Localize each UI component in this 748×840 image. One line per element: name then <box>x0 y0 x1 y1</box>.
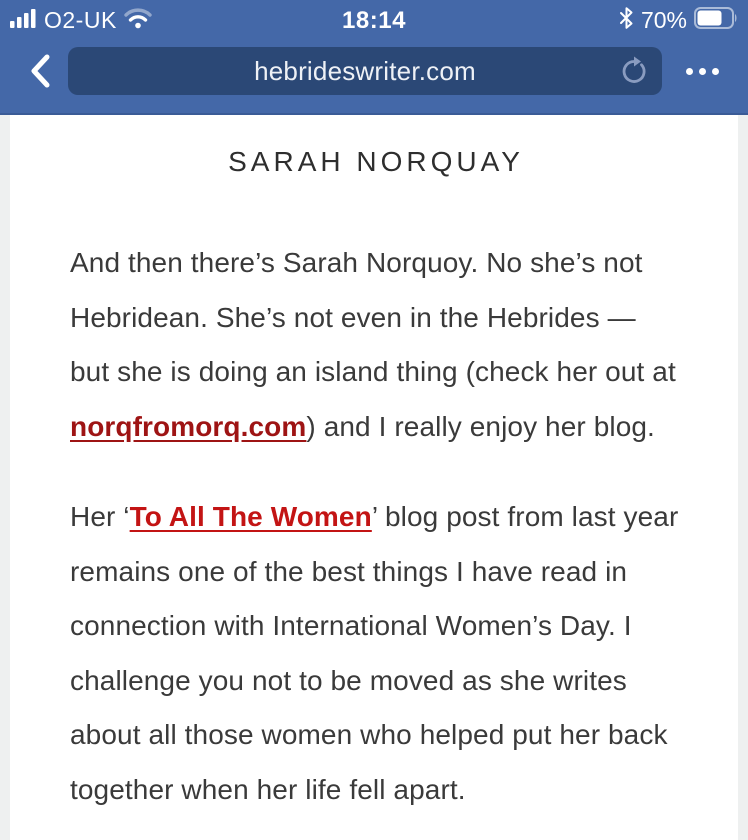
link-to-all-the-women[interactable]: To All The Women <box>129 501 372 532</box>
carrier-label: O2-UK <box>44 7 117 33</box>
wifi-icon <box>124 8 152 34</box>
reload-button[interactable] <box>618 55 650 92</box>
status-bar <box>0 0 748 35</box>
ellipsis-icon <box>712 68 719 75</box>
paragraph-text: ) and I really enjoy her blog. <box>306 410 655 442</box>
page-title: SARAH NORQUAY <box>228 146 524 177</box>
paragraph-text: Her ‘ <box>70 501 130 532</box>
more-menu-button[interactable] <box>668 68 736 75</box>
browser-nav-bar <box>0 35 748 113</box>
battery-icon <box>694 7 738 34</box>
reload-icon <box>618 55 650 87</box>
battery-percent-label: 70% <box>640 7 687 33</box>
back-button[interactable] <box>12 53 68 89</box>
link-norqfromorq[interactable]: norqfromorq.com <box>70 410 307 442</box>
url-text: hebrideswriter.com <box>254 55 476 86</box>
clock: 18:14 <box>342 6 406 34</box>
ellipsis-icon <box>699 68 706 75</box>
paragraph-text: ’ blog post from last year remains one of the best things I have read in connection with International Women’s Day. I challenge you not to be moved as she writes about all those women who helped put her back together when her life fell apart. <box>70 501 679 805</box>
ellipsis-icon <box>686 68 693 75</box>
status-bar-left <box>10 7 220 34</box>
paragraph-text: And then there’s Sarah Norquoy. No she’s not Hebridean. She’s not even in the Hebrides — but she is doing an island thing (check her out at <box>70 247 676 387</box>
safari-chrome <box>0 0 748 115</box>
chevron-left-icon <box>29 53 51 89</box>
webpage-content <box>10 115 738 840</box>
paragraph-blog-post <box>70 490 682 817</box>
paragraph-intro <box>70 236 682 454</box>
address-bar[interactable] <box>68 47 662 95</box>
bluetooth-icon <box>619 6 634 35</box>
cellular-signal-icon <box>10 9 37 33</box>
status-bar-right <box>528 6 738 35</box>
